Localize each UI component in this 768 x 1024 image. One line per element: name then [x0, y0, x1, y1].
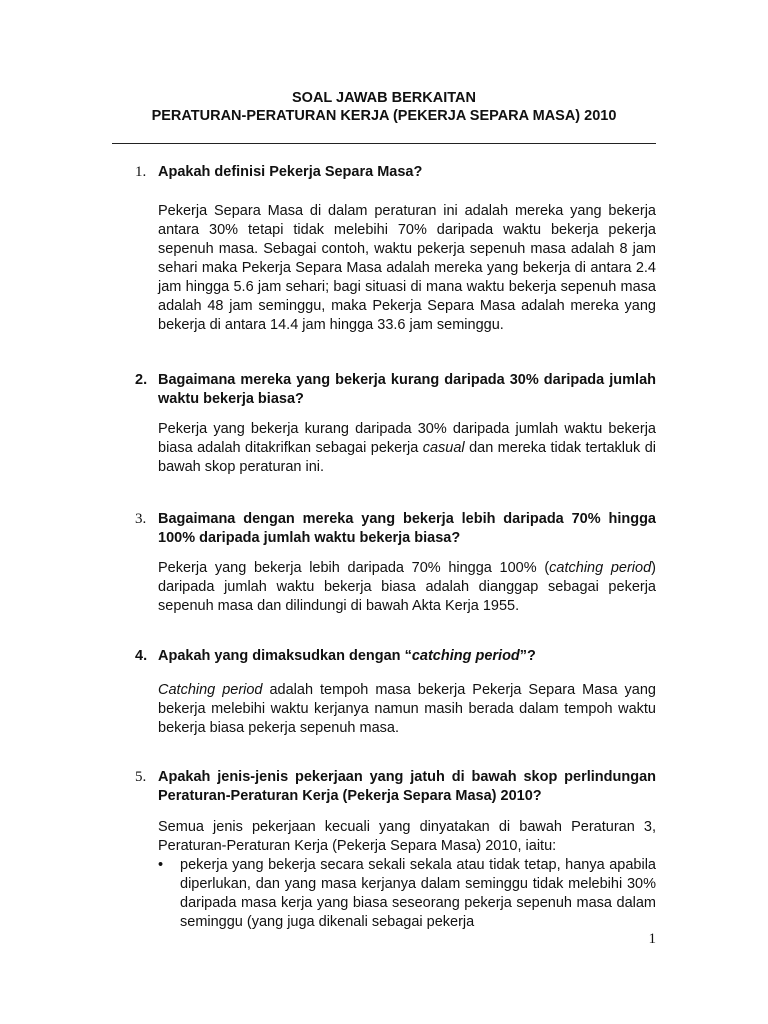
answer-4-italic: Catching period: [158, 682, 263, 698]
answer-5-bullet-list: [158, 856, 656, 932]
answer-1-text: Pekerja Separa Masa di dalam peraturan ini adalah mereka yang bekerja antara 30% tetapi tidak melebihi 70% daripada waktu bekerja pekerja sepenuh masa. Sebagai contoh, waktu pekerja sepenuh masa adalah 8 jam sehari maka Pekerja Separa Masa adalah mereka yang bekerja di antara 2.4 jam hingga 5.6 jam sehari; bagi situasi di mana waktu bekerja sepenuh masa adalah 48 jam seminggu, maka Pekerja Separa Masa adalah mereka yang bekerja di antara 14.4 jam hingga 33.6 jam seminggu.: [158, 203, 656, 333]
answer-3-part-a: Pekerja yang bekerja lebih daripada 70% hingga 100% (: [158, 560, 550, 576]
list-item: [158, 856, 656, 932]
question-4-part-a: Apakah yang dimaksudkan dengan “: [158, 648, 412, 664]
page-number: 1: [648, 931, 656, 947]
question-4-number: 4.: [135, 648, 148, 664]
bullet-text: pekerja yang bekerja secara sekali sekala atau tidak tetap, hanya apabila diperlukan, dan yang masa kerjanya dalam seminggu tidak melebihi 30% daripada masa kerja yang biasa seseorang pekerja sepenuh masa dalam seminggu (yang juga dikenali sebagai pekerja: [180, 857, 656, 930]
question-5-number: 5.: [135, 769, 147, 785]
question-5-text: Apakah jenis-jenis pekerjaan yang jatuh di bawah skop perlindungan Peraturan-Peraturan Kerja (Pekerja Separa Masa) 2010?: [158, 769, 656, 804]
document-title-line-1: SOAL JAWAB BERKAITAN: [292, 90, 476, 106]
question-1-number: 1.: [135, 164, 147, 180]
document-title-line-2: PERATURAN-PERATURAN KERJA (PEKERJA SEPARA MASA) 2010: [151, 108, 617, 124]
question-3-text: Bagaimana dengan mereka yang bekerja lebih daripada 70% hingga 100% daripada jumlah waktu bekerja biasa?: [158, 511, 656, 546]
question-4-italic: catching period: [411, 648, 520, 664]
answer-3-part-b: ) daripada jumlah waktu bekerja biasa adalah dianggap sebagai pekerja sepenuh masa dan dilindungi di bawah Akta Kerja 1955.: [158, 560, 656, 614]
question-2-number: 2.: [135, 372, 148, 388]
answer-2-italic: casual: [422, 440, 465, 456]
answer-3-italic: catching period: [549, 560, 652, 576]
answer-5-text: Semua jenis pekerjaan kecuali yang dinyatakan di bawah Peraturan 3, Peraturan-Peraturan Kerja (Pekerja Separa Masa) 2010, iaitu:: [158, 819, 656, 854]
answer-2-part-a: Pekerja yang bekerja kurang daripada 30% daripada jumlah waktu bekerja biasa adalah ditakrifkan sebagai pekerja: [158, 421, 656, 456]
question-3-number: 3.: [135, 511, 147, 527]
answer-4-part-b: adalah tempoh masa bekerja Pekerja Separa Masa yang bekerja melebihi waktu kerjanya namun masih berada dalam tempoh waktu bekerja biasa pekerja sepenuh masa.: [158, 682, 656, 736]
answer-3-text: [158, 559, 656, 616]
answer-4-text: [158, 681, 656, 738]
question-1-text: Apakah definisi Pekerja Separa Masa?: [158, 164, 423, 180]
question-4-part-b: ”?: [519, 648, 536, 664]
title-divider: [112, 143, 656, 144]
bullet-icon: •: [158, 857, 164, 873]
answer-2-part-b: dan mereka tidak tertakluk di bawah skop peraturan ini.: [158, 440, 656, 475]
question-4-text: [158, 647, 656, 666]
question-2-text: Bagaimana mereka yang bekerja kurang daripada 30% daripada jumlah waktu bekerja biasa?: [158, 372, 656, 407]
answer-2-text: [158, 420, 656, 477]
